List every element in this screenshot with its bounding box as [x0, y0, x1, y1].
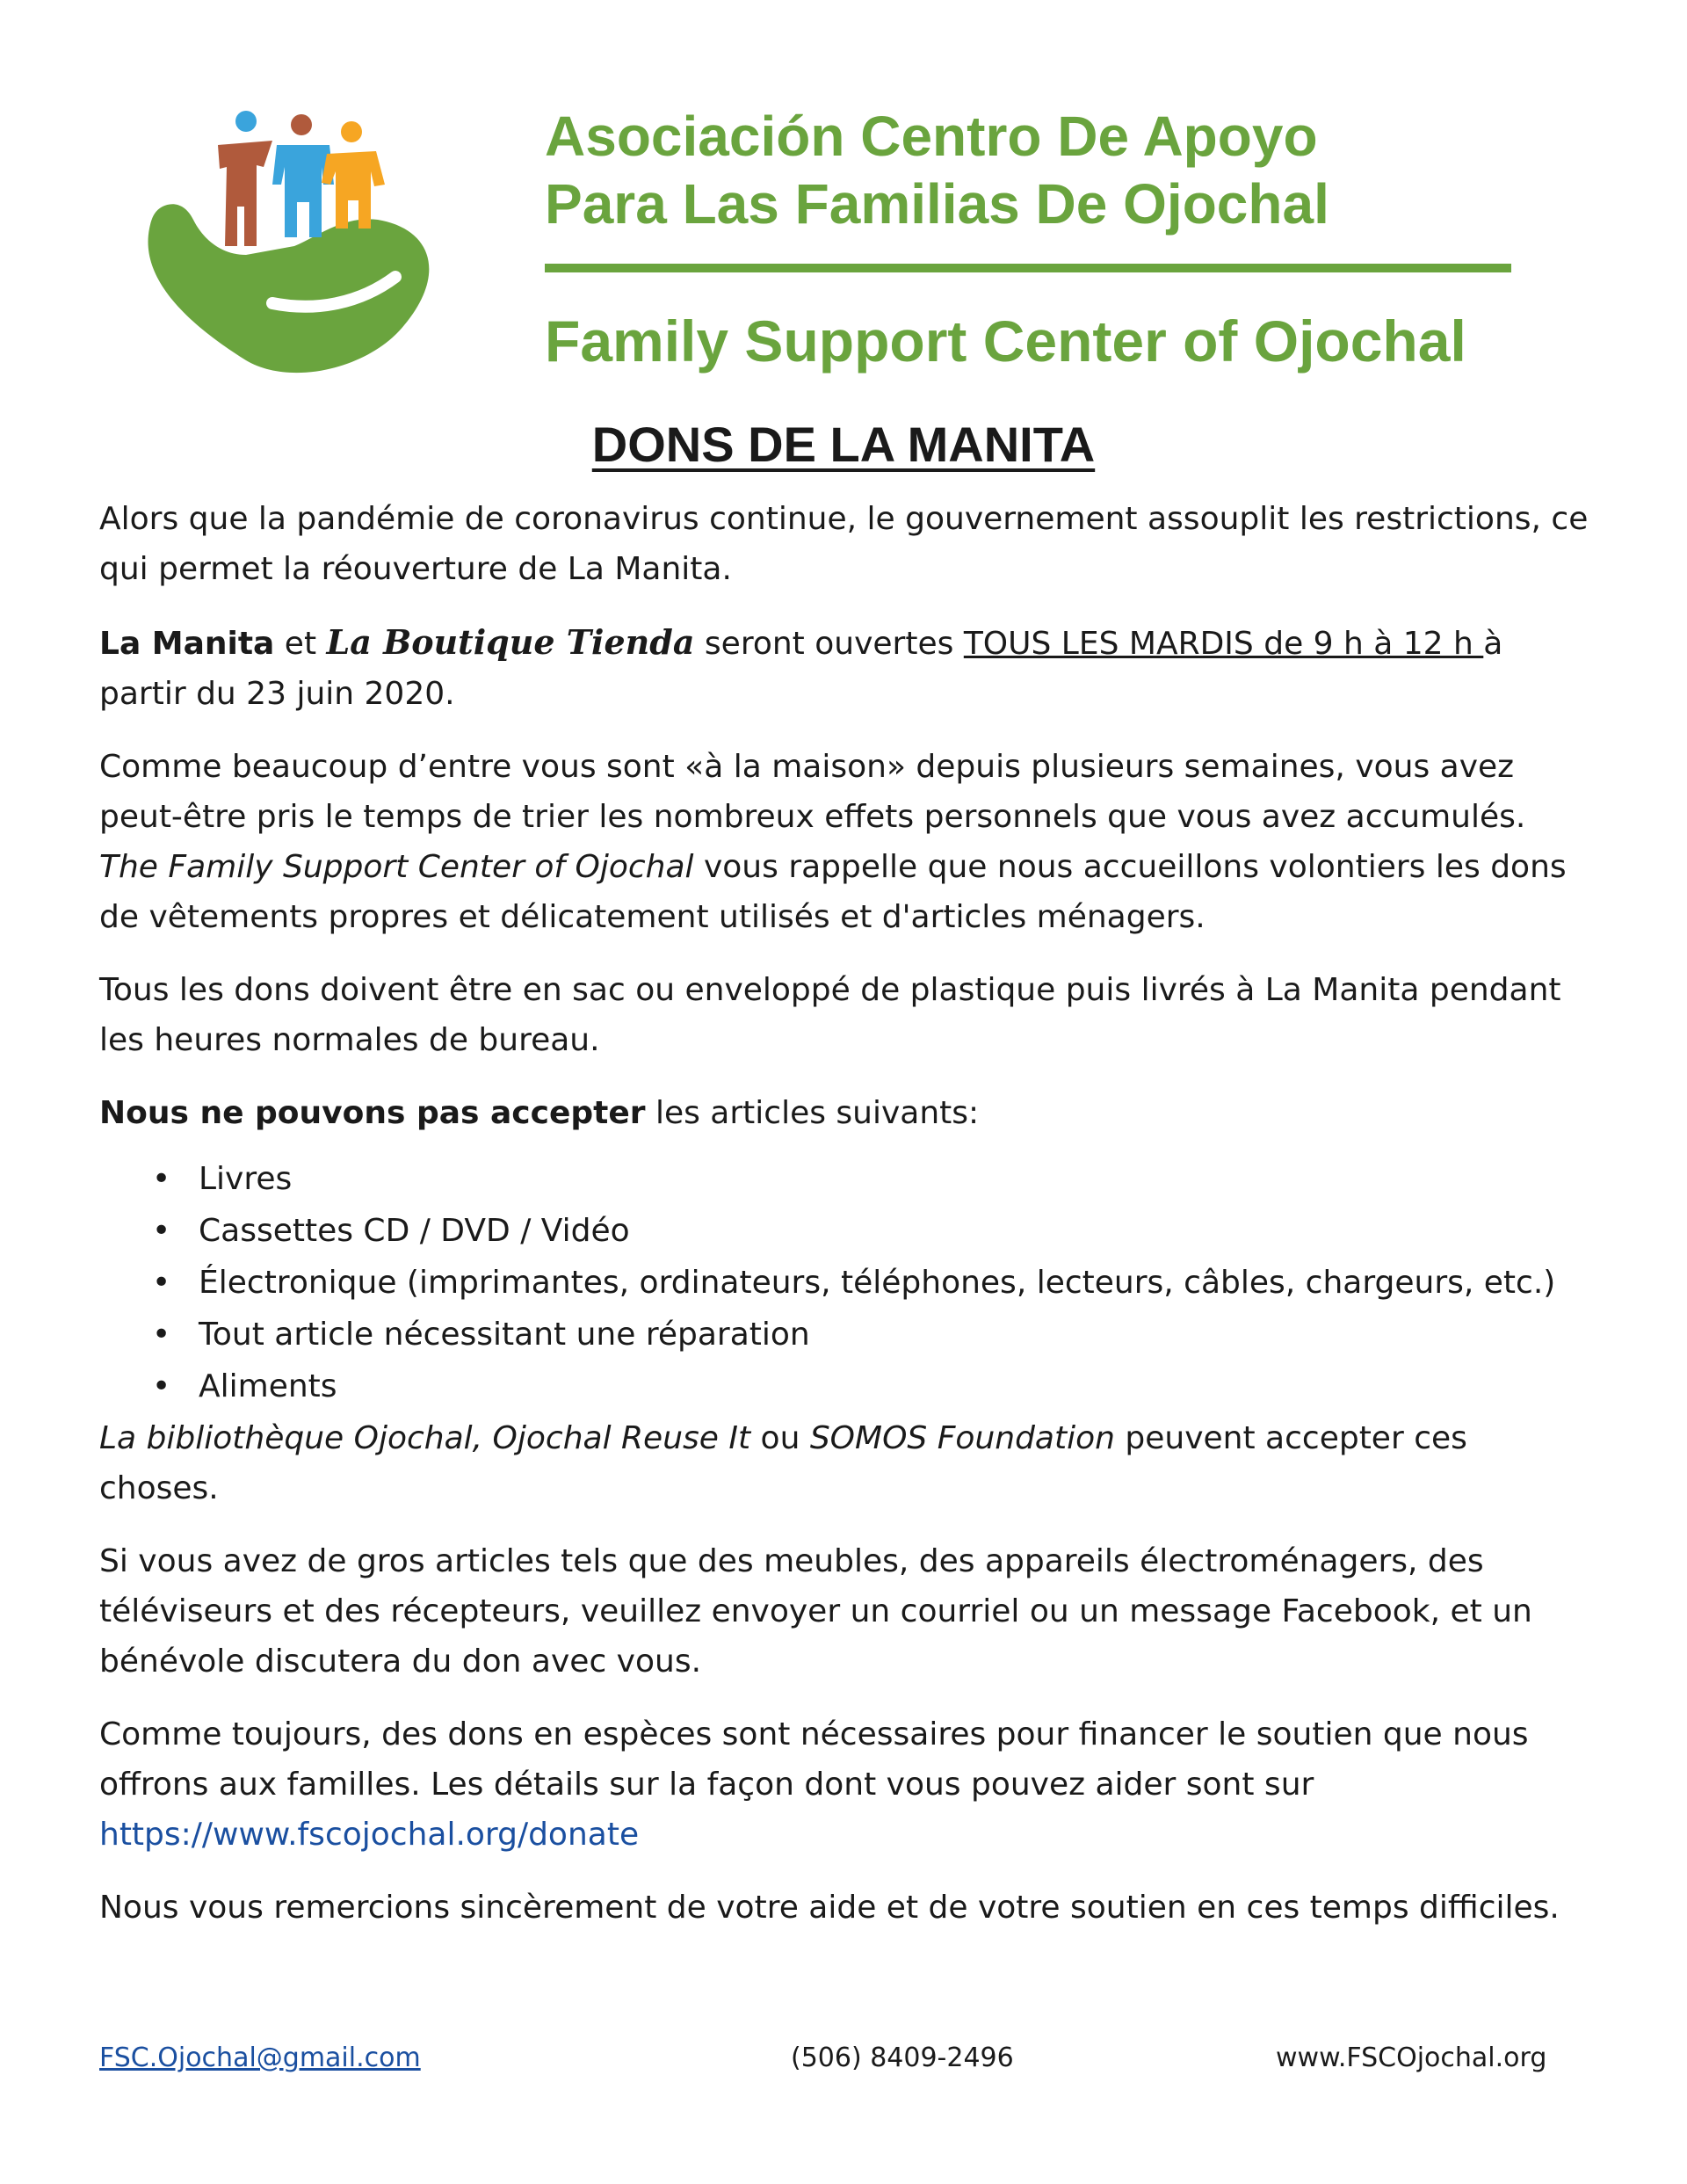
paragraph-thanks: Nous vous remercions sincèrement de votre aide et de votre soutien en ces temps difficiles.: [99, 1890, 1560, 1926]
text-fragment: les articles suivants:: [645, 1095, 980, 1131]
phone-number: (506) 8409-2496: [791, 2043, 1014, 2073]
website-text: www.FSCOjochal.org: [1276, 2043, 1547, 2073]
paragraph-cash-donations: [99, 1709, 1593, 1860]
schedule-underlined: TOUS LES MARDIS de 9 h à 12 h: [963, 626, 1484, 662]
paragraph-donations: [99, 742, 1593, 942]
list-item: • Aliments: [99, 1361, 1593, 1413]
header-divider: [545, 264, 1511, 272]
alternatives-italic: La bibliothèque Ojochal, Ojochal Reuse It: [99, 1420, 751, 1456]
paragraph-intro: Alors que la pandémie de coronavirus continue, le gouvernement assouplit les restrictions, ce qui permet la réouverture de La Manita.: [99, 501, 1589, 587]
text-fragment: à partir du 23 juin 2020.: [99, 626, 1503, 712]
org-name-spanish-line1: Asociación Centro De Apoyo: [545, 105, 1318, 168]
org-name-spanish-line2: Para Las Familias De Ojochal: [545, 172, 1329, 236]
text-fragment: Comme toujours, des dons en espèces sont nécessaires pour financer le soutien que nous offrons aux familles. Les détails sur la façon dont vous pouvez aider sont sur: [99, 1716, 1529, 1803]
list-item: • Cassettes CD / DVD / Vidéo: [99, 1206, 1593, 1258]
la-manita-bold: La Manita: [99, 626, 275, 662]
paragraph-large-items: Si vous avez de gros articles tels que des meubles, des appareils électroménagers, des téléviseurs et des récepteurs, veuillez envoyer un courriel ou un message Facebook, et un bénévole discutera du don avec vous.: [99, 1543, 1532, 1680]
text-fragment: vous rappelle que nous accueillons volontiers les dons de vêtements propres et délicatement utilisés et d'articles ménagers.: [99, 849, 1567, 935]
text-fragment: Comme beaucoup d’entre vous sont «à la maison» depuis plusieurs semaines, vous avez peut-être pris le temps de trier les nombreux effets personnels que vous avez accumulés.: [99, 749, 1526, 835]
list-item: • Tout article nécessitant une réparation: [99, 1310, 1593, 1361]
text-fragment: peuvent accepter ces choses.: [99, 1420, 1467, 1506]
text-fragment: et: [274, 626, 327, 662]
paragraph-packaging: Tous les dons doivent être en sac ou enveloppé de plastique puis livrés à La Manita pendant les heures normales de bureau.: [99, 972, 1561, 1058]
paragraph-not-accepted: [99, 1088, 1593, 1138]
document-title-text: DONS DE LA MANITA: [591, 417, 1096, 472]
somos-italic: SOMOS Foundation: [809, 1420, 1115, 1456]
paragraph-alternatives: [99, 1413, 1593, 1513]
la-boutique-tienda-script: La Boutique Tienda: [326, 622, 695, 662]
footer: [0, 2043, 1687, 2078]
document-title: [0, 416, 1687, 473]
list-item: • Livres: [99, 1154, 1593, 1206]
text-fragment: seront ouvertes: [694, 626, 964, 662]
email-link[interactable]: FSC.Ojochal@gmail.com: [99, 2043, 421, 2073]
donate-link[interactable]: https://www.fscojochal.org/donate: [99, 1817, 640, 1853]
document-body: [99, 494, 1593, 1955]
not-accepted-bold: Nous ne pouvons pas accepter: [99, 1095, 646, 1131]
org-name-italic: The Family Support Center of Ojochal: [99, 849, 694, 885]
not-accepted-list: [99, 1154, 1593, 1413]
list-item: • Électronique (imprimantes, ordinateurs, téléphones, lecteurs, câbles, chargeurs, etc.): [99, 1258, 1593, 1310]
paragraph-opening-hours: [99, 617, 1593, 719]
hand-holding-family-icon: [141, 97, 466, 378]
text-fragment: ou: [750, 1420, 810, 1456]
org-name-english: Family Support Center of Ojochal: [545, 308, 1466, 374]
